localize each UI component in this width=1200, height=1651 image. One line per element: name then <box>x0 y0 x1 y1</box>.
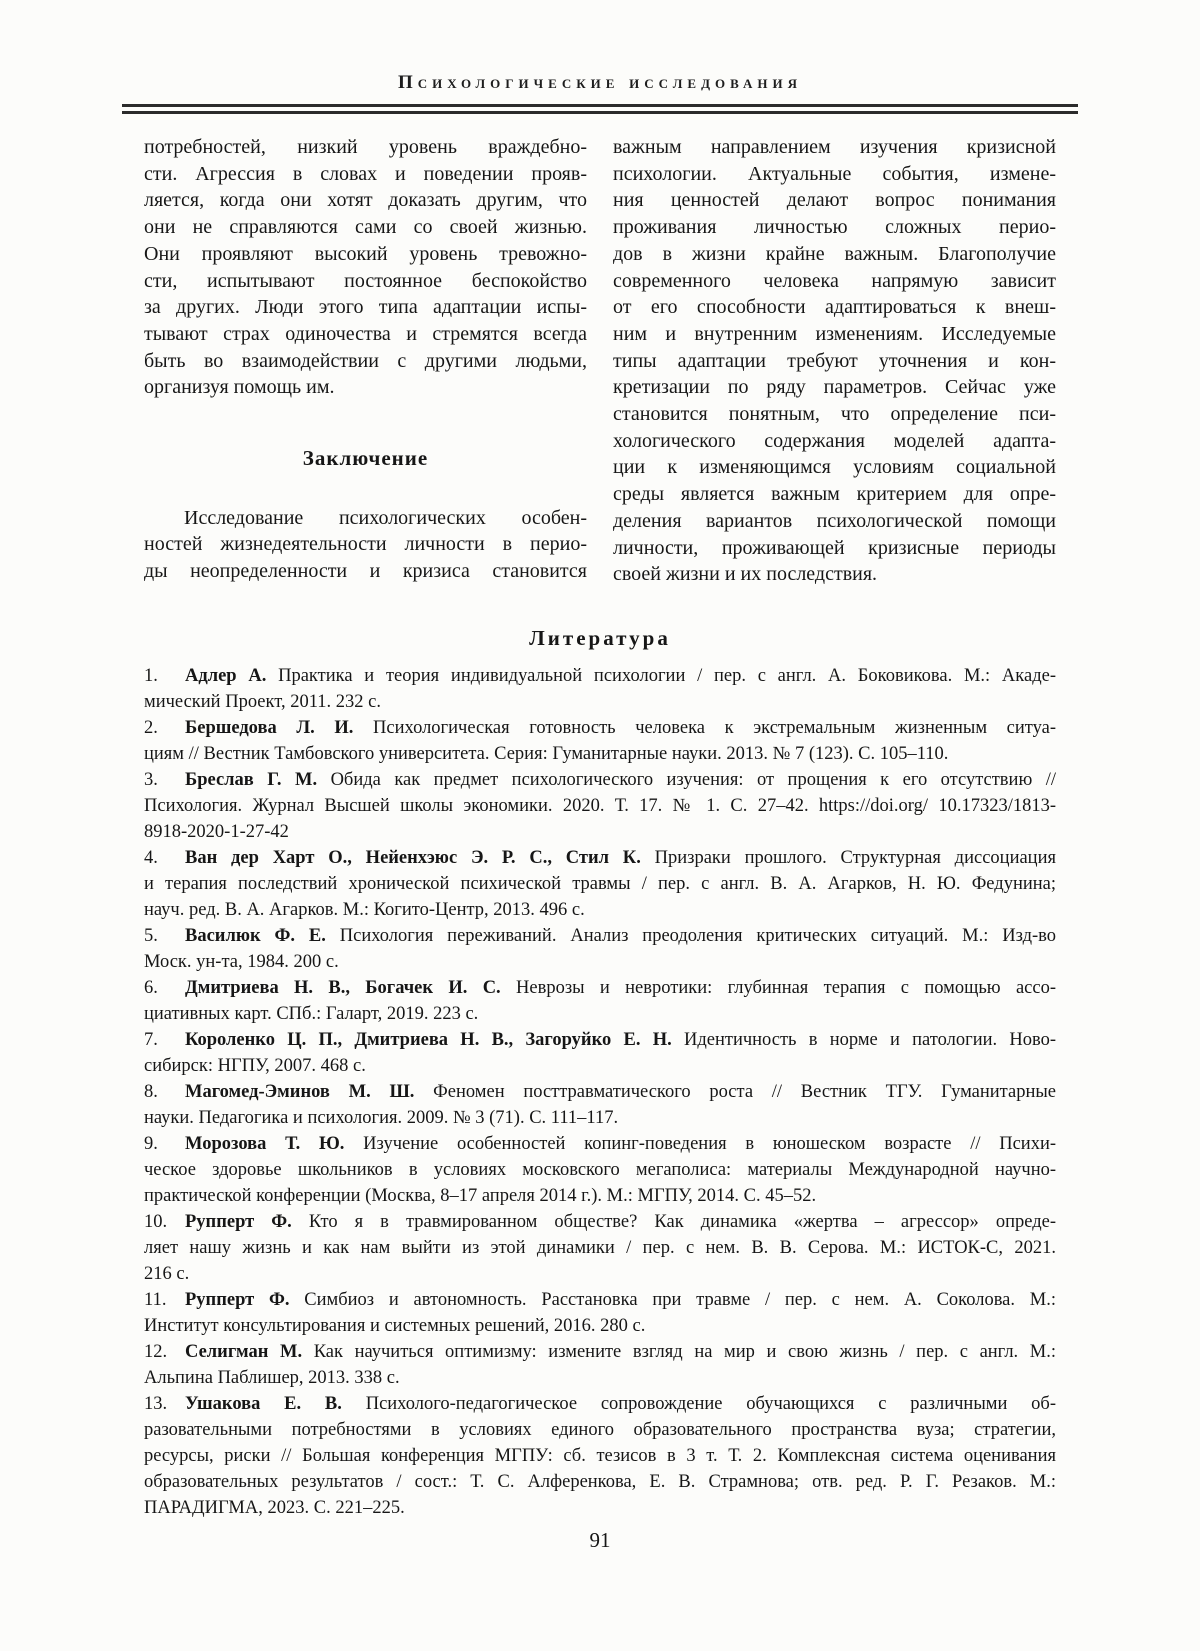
reference-authors: Селигман М. <box>185 1341 303 1362</box>
reference-authors: Ван дер Харт О., Нейенхэюс Э. Р. С., Стил К. <box>185 847 641 868</box>
reference-authors: Рупперт Ф. <box>185 1289 290 1310</box>
text-line: проживания личностью сложных перио- <box>613 216 1056 239</box>
reference-number: 2. <box>144 717 158 738</box>
text-line: среды является важным критерием для опре- <box>613 483 1056 506</box>
text-line: ды неопределенности и кризиса становится <box>144 560 587 583</box>
reference-text: Кто я в травмированном обществе? Как динамика «жертва – агрессор» опреде- <box>308 1211 1056 1232</box>
reference-item <box>144 1391 1056 1521</box>
text-line: психологии. Актуальные события, измене- <box>613 162 1056 185</box>
two-column-body <box>144 134 1056 588</box>
reference-number: 4. <box>144 847 158 868</box>
text-line: ляется, когда они хотят доказать другим, что <box>144 189 587 212</box>
reference-first-line <box>144 1209 1056 1235</box>
reference-text: Психологическая готовность человека к экстремальным жизненным ситуа- <box>373 717 1056 738</box>
text-line: типы адаптации требуют уточнения и кон- <box>613 349 1056 372</box>
reference-continuation-line: Альпина Паблишер, 2013. 338 с. <box>144 1367 400 1388</box>
reference-continuation-line: ПАРАДИГМА, 2023. С. 221–225. <box>144 1497 405 1518</box>
reference-first-line <box>144 715 1056 741</box>
reference-number: 9. <box>144 1133 158 1154</box>
reference-first-line <box>144 1079 1056 1105</box>
reference-continuation-line: и терапия последствий хронической психической травмы / пер. с англ. В. А. Агарков, Н. Ю. Федунина; <box>144 873 1056 894</box>
reference-item <box>144 1339 1056 1391</box>
left-paragraph-continuation <box>144 134 587 401</box>
reference-item <box>144 923 1056 975</box>
reference-continuation-line: образовательных результатов / сост.: Т. С. Алференкова, Е. В. Страмнова; отв. ред. Р. Г. Резаков. М.: <box>144 1471 1056 1492</box>
text-line: быть во взаимодействии с другими людьми, <box>144 349 587 372</box>
text-line: Они проявляют высокий уровень тревожно- <box>144 242 587 265</box>
reference-authors: Дмитриева Н. В., Богачек И. С. <box>185 977 501 998</box>
references-list <box>144 663 1056 1521</box>
reference-continuation-line: разовательными потребностями в условиях единого образовательного пространства вуза; стратегии, <box>144 1419 1056 1440</box>
reference-authors: Бершедова Л. И. <box>185 717 354 738</box>
text-line: потребностей, низкий уровень враждебно- <box>144 136 587 158</box>
right-paragraph <box>613 134 1056 588</box>
reference-number: 13. <box>144 1393 168 1414</box>
text-line: за других. Люди этого типа адаптации испы- <box>144 296 587 319</box>
reference-authors: Василюк Ф. Е. <box>185 925 326 946</box>
reference-authors: Адлер А. <box>185 665 267 686</box>
reference-text: Психолого-педагогическое сопровождение обучающихся с различными об- <box>365 1393 1056 1414</box>
reference-authors: Рупперт Ф. <box>185 1211 292 1232</box>
reference-first-line <box>144 845 1056 871</box>
reference-text: Обида как предмет психологического изучения: от прощения к его отсутствию // <box>330 769 1056 790</box>
reference-item <box>144 1287 1056 1339</box>
running-head: Психологические исследования <box>397 72 803 93</box>
text-line: сти, испытывают постоянное беспокойство <box>144 269 587 292</box>
reference-item <box>144 1027 1056 1079</box>
reference-authors: Ушакова Е. В. <box>185 1393 342 1414</box>
reference-item <box>144 1131 1056 1209</box>
reference-first-line <box>144 1339 1056 1365</box>
reference-continuation-line: Психология. Журнал Высшей школы экономики. 2020. Т. 17. № 1. С. 27–42. https://doi.org/ 10.17323/1813- <box>144 795 1056 816</box>
text-line: ния ценностей делают вопрос понимания <box>613 189 1056 212</box>
reference-number: 5. <box>144 925 158 946</box>
reference-first-line <box>144 923 1056 949</box>
header-double-rule <box>122 104 1078 114</box>
right-column <box>613 134 1056 588</box>
reference-continuation-line: науч. ред. В. А. Агарков. М.: Когито-Центр, 2013. 496 с. <box>144 899 585 920</box>
reference-continuation-line: 8918-2020-1-27-42 <box>144 821 289 842</box>
reference-continuation-line: циативных карт. СПб.: Галарт, 2019. 223 с. <box>144 1003 479 1024</box>
reference-text: Психология переживаний. Анализ преодоления критических ситуаций. М.: Изд-во <box>339 925 1056 946</box>
text-line: Исследование психологических особен- <box>184 506 587 529</box>
reference-continuation-line: ческое здоровье школьников в условиях московского мегаполиса: материалы Международной научно- <box>144 1159 1056 1180</box>
reference-text: Изучение особенностей копинг-поведения в юношеском возрасте // Психи- <box>363 1133 1057 1154</box>
conclusion-paragraph <box>144 505 587 585</box>
text-line: становится понятным, что определение пси- <box>613 403 1056 426</box>
reference-first-line <box>144 1287 1056 1313</box>
page-number: 91 <box>589 1528 611 1552</box>
literature-heading: Литература <box>529 625 671 650</box>
reference-continuation-line: науки. Педагогика и психология. 2009. № 3 (71). С. 111–117. <box>144 1107 619 1128</box>
text-line: ним и внутренним изменениям. Исследуемые <box>613 322 1056 345</box>
reference-number: 3. <box>144 769 158 790</box>
reference-continuation-line: 216 с. <box>144 1263 190 1284</box>
text-line: ции к изменяющимся условиям социальной <box>613 456 1056 479</box>
reference-first-line <box>144 767 1056 793</box>
text-line: тывают страх одиночества и стремятся всегда <box>144 322 587 345</box>
reference-text: Неврозы и невротики: глубинная терапия с помощью ассо- <box>516 977 1056 998</box>
text-line: организуя помощь им. <box>144 376 335 399</box>
text-line: своей жизни и их последствия. <box>613 563 878 586</box>
reference-text: Феномен посттравматического роста // Вестник ТГУ. Гуманитарные <box>433 1081 1056 1102</box>
reference-continuation-line: циям // Вестник Тамбовского университета. Серия: Гуманитарные науки. 2013. № 7 (123). С. 105–110. <box>144 743 949 764</box>
reference-first-line <box>144 1131 1056 1157</box>
reference-authors: Короленко Ц. П., Дмитриева Н. В., Загоруйко Е. Н. <box>185 1029 672 1050</box>
text-line: они не справляются сами со своей жизнью. <box>144 216 587 239</box>
reference-item <box>144 767 1056 845</box>
reference-continuation-line: сибирск: НГПУ, 2007. 468 с. <box>144 1055 366 1076</box>
reference-continuation-line: Институт консультирования и системных решений, 2016. 280 с. <box>144 1315 646 1336</box>
text-line: важным направлением изучения кризисной <box>613 136 1056 158</box>
reference-continuation-line: практической конференции (Москва, 8–17 апреля 2014 г.). М.: МГПУ, 2014. С. 45–52. <box>144 1185 817 1206</box>
left-column <box>144 134 587 588</box>
reference-first-line <box>144 975 1056 1001</box>
reference-number: 11. <box>144 1289 167 1310</box>
text-line: современного человека напрямую зависит <box>613 269 1056 292</box>
reference-number: 6. <box>144 977 158 998</box>
reference-text: Идентичность в норме и патологии. Ново- <box>683 1029 1057 1050</box>
text-line: личности, проживающей кризисные периоды <box>613 536 1056 559</box>
reference-item <box>144 845 1056 923</box>
conclusion-heading: Заключение <box>302 446 429 471</box>
reference-item <box>144 715 1056 767</box>
reference-text: Призраки прошлого. Структурная диссоциация <box>654 847 1056 868</box>
text-line: хологического содержания моделей адапта- <box>613 429 1056 452</box>
reference-text: Как научиться оптимизму: измените взгляд на мир и свою жизнь / пер. с англ. М.: <box>313 1341 1057 1362</box>
reference-number: 7. <box>144 1029 158 1050</box>
reference-text: Практика и теория индивидуальной психологии / пер. с англ. А. Боковикова. М.: Акаде- <box>278 665 1056 686</box>
text-line: деления вариантов психологической помощи <box>613 509 1056 532</box>
reference-item <box>144 1079 1056 1131</box>
reference-number: 12. <box>144 1341 168 1362</box>
reference-first-line <box>144 1027 1056 1053</box>
reference-continuation-line: ляет нашу жизнь и как нам выйти из этой динамики / пер. с нем. В. В. Серова. М.: ИСТОК-С, 2021. <box>144 1237 1056 1258</box>
text-line: ностей жизнедеятельности личности в перио- <box>144 533 587 556</box>
reference-item <box>144 663 1056 715</box>
reference-number: 1. <box>144 665 158 686</box>
reference-text: Симбиоз и автономность. Расстановка при травме / пер. с нем. А. Соколова. М.: <box>304 1289 1056 1310</box>
text-line: дов в жизни крайне важным. Благополучие <box>613 242 1056 265</box>
reference-continuation-line: ресурсы, риски // Большая конференция МГПУ: сб. тезисов в 3 т. Т. 2. Комплексная система оценивания <box>144 1445 1056 1466</box>
reference-number: 10. <box>144 1211 168 1232</box>
reference-authors: Магомед-Эминов М. Ш. <box>185 1081 415 1102</box>
reference-authors: Бреслав Г. М. <box>185 769 318 790</box>
reference-authors: Морозова Т. Ю. <box>185 1133 345 1154</box>
text-line: сти. Агрессия в словах и поведении прояв- <box>144 162 587 185</box>
reference-first-line <box>144 1391 1056 1417</box>
rule-line-bottom <box>122 111 1078 114</box>
text-line: кретизации по ряду параметров. Сейчас уже <box>613 376 1056 399</box>
reference-continuation-line: Моск. ун-та, 1984. 200 с. <box>144 951 339 972</box>
reference-number: 8. <box>144 1081 158 1102</box>
reference-first-line <box>144 663 1056 689</box>
reference-item <box>144 1209 1056 1287</box>
reference-item <box>144 975 1056 1027</box>
text-line: от его способности адаптироваться к внеш- <box>613 296 1056 319</box>
reference-continuation-line: мический Проект, 2011. 232 с. <box>144 691 381 712</box>
